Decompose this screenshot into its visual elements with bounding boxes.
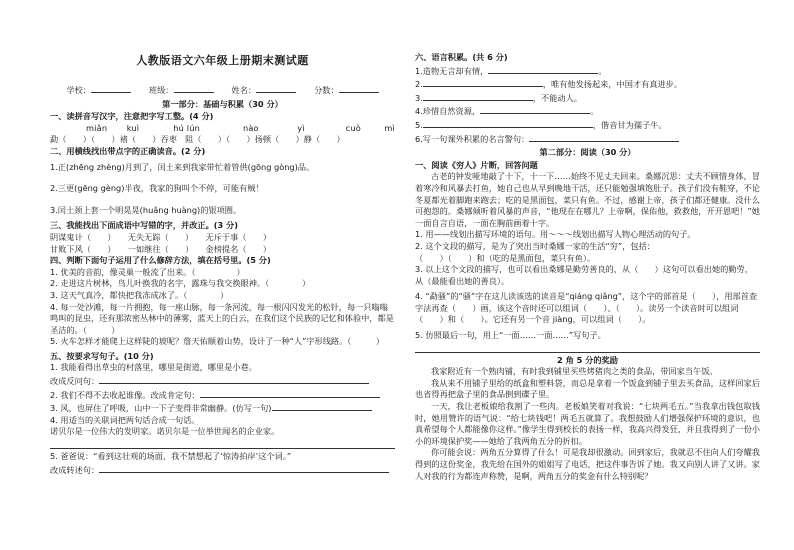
page-title: 人教版语文六年级上册期末测试题 bbox=[136, 54, 309, 67]
name-field[interactable] bbox=[232, 83, 297, 97]
reading1-passage: 古老的钟发哑地敲了十下，十一下……始终不见丈夫回来。桑娜沉思：丈夫不顾惜身体，冒着寒冷和风暴去打鱼，她自己也从早到晚地干活，还只能勉强填饱肚子。孩子们没有鞋穿，不论冬夏都光着脚跑来跑去；吃的是黑面包，菜只有鱼。不过，感谢上帝，孩子们都还健康。没什么可抱怨的。桑娜倾听着风暴的声音，“他现在在哪儿？上帝啊，保佑他，救救他，开开恩吧！”她一面自言自语，一面在胸前画着十字。 bbox=[415, 171, 760, 228]
pinyin-7: mì bbox=[384, 122, 396, 133]
q4-item-1: 1. 优美的音韵，像灵巢一般流了出来。（ ） bbox=[50, 266, 245, 277]
part1-heading: 第一部分：基础与积累（30 分） bbox=[162, 98, 283, 109]
q6-item-3-tail: ，不能动人。 bbox=[532, 92, 582, 103]
q3-title: 三、我能找出下面成语中写错的字，并改正。(3 分) bbox=[50, 220, 238, 231]
reading1-q4: 4. “勐骚”的“骚”字在这儿读该选的读音是“qiáng qiǎng”，这个字的部首是（ ），用部首查字法再查（ ）画，该这个音时还可以组词（ ）、（ ）。读另一个读音时可以组词（ ）和（ ）。它还有另一个音 jiàng，可以组词（ ）。 bbox=[415, 291, 758, 325]
q5-item-5: 5. 爸爸说：“看到这壮观的场面，我不禁想起了‘惊涛拍岸’这个词。” bbox=[50, 451, 292, 462]
student-info-row bbox=[50, 83, 395, 97]
class-label: 班级： bbox=[148, 85, 174, 95]
q6-item-1: 1.造物无言却有情， 。 bbox=[415, 65, 607, 76]
q5-item-3 bbox=[50, 401, 395, 415]
school-label: 学校： bbox=[66, 85, 91, 95]
q5-item-3-label: 3. 风，也屏住了呼吸，山中一下子变得非常幽静。(仿写一句) bbox=[50, 403, 272, 414]
q1-line: 勐（ ）（ ）褚（ ）吞枣 阻（ ）（ ）扬顿（ ）静（ ） bbox=[50, 134, 345, 145]
q6-answer-6[interactable] bbox=[529, 132, 679, 142]
reading1-q5-answer[interactable] bbox=[415, 342, 760, 353]
reading1-q3: 3. 以上这个文段的描写，也可以看出桑娜是勤劳善良的，从（ ）这句可以看出她的勤劳，从（最能看出她的善良）。 bbox=[415, 264, 753, 286]
q4-item-2: 2. 走进这片树林，鸟儿叶换我的名字，露珠与我交换眼神。（ ） bbox=[50, 278, 311, 289]
q6-answer-1[interactable] bbox=[488, 64, 598, 74]
q6-item-5 bbox=[415, 118, 760, 132]
right-column bbox=[415, 52, 760, 482]
q5-item-1: 1. 我能看得出草虫的村落里，哪里是街道，哪里是小巷。 bbox=[50, 362, 257, 373]
q5-answer-4[interactable] bbox=[50, 438, 395, 449]
q6-item-2 bbox=[415, 77, 760, 91]
q6-item-6 bbox=[415, 132, 760, 146]
q6-item-4-label: 4.珍惜自然资源， bbox=[415, 106, 481, 117]
q1-title: 一、读拼音写汉字，注意把字写工整。(4 分) bbox=[50, 111, 214, 122]
q2-title: 二、用横线找出带点字的正确读音。(2 分) bbox=[50, 145, 206, 156]
q5-answer-5[interactable] bbox=[99, 463, 389, 473]
score-field[interactable] bbox=[314, 83, 379, 97]
q3-row-2: 甘败下风（ ） 一如继往（ ） 金榜提名（ ） bbox=[50, 243, 272, 254]
left-column bbox=[50, 52, 395, 476]
q5-title: 五、按要求写句子。(10 分) bbox=[50, 350, 154, 361]
pinyin-5: yì bbox=[297, 122, 305, 133]
q4-item-3: 3. 这天气真冷，都快把我冻成冰了。（ ） bbox=[50, 289, 229, 300]
reading2-para-3: 一天，我让老板娘给我割了一些肉。老板娘笑着对我说：“七块两毛五。”当我拿出钱包取钱时，她用赞许的语气说：“给七块钱吧！两毛五就算了。我想鼓励人们增强保护环境的意识，也真希望每个人都能像你这样。”像学生得到校长的表扬一样，我高兴得发狂，并且我得到了一份小小的环境保护奖——她给了我两角五分的折扣。 bbox=[415, 401, 760, 446]
reading1-q5: 5. 仿照最后一句，用上“一面……一面……”写句子。 bbox=[415, 330, 606, 341]
reading1-q2-blanks: （ ）（ ）和（吃的是黑面包，菜只有鱼）。 bbox=[415, 252, 596, 263]
q5-item-5-prompt bbox=[50, 463, 395, 477]
pinyin-4: nào bbox=[242, 122, 259, 133]
reading2-para-2: 我从来不用铺子里给的纸盒和塑料袋，而总是拿着一个饭盒到铺子里去买食品，这样回家后也省得再把盒子里的食品倒到碟子里。 bbox=[415, 377, 760, 400]
part2-heading: 第二部分：阅读（30 分） bbox=[539, 147, 636, 158]
q5-answer-1[interactable] bbox=[99, 374, 369, 384]
class-field[interactable] bbox=[149, 83, 214, 97]
q6-item-5-tail: ，偕音甘为孺子牛。 bbox=[592, 119, 667, 130]
q5-item-1-label: 改成反问句： bbox=[50, 376, 100, 387]
q6-item-5-label: 5. bbox=[415, 119, 423, 130]
name-label: 姓名： bbox=[231, 85, 257, 95]
q6-title: 六、语言积累。(共 6 分) bbox=[415, 52, 508, 62]
reading1-q1: 1. 用——线划出描写环境的语句。用～～～线划出描写人物心理活动的句子。 bbox=[415, 229, 696, 240]
reading1-q2: 2. 这个文段的描写，是为了突出当时桑娜一家的生活“穷”，包括： bbox=[415, 240, 655, 251]
q5-item-4: 4. 用适当的关联词把两句话合成一句话。 bbox=[50, 414, 200, 425]
q2-item-1: 1.正(zhēng zhèng)月到了，闰土来到我家带忙着管供(gōng gòng)品。 bbox=[50, 161, 315, 172]
q6-item-3-label: 3. bbox=[415, 92, 423, 103]
q3-row-1: 阴谋鬼计（ ） 无失无踪（ ） 无斥于事（ ） bbox=[50, 231, 272, 242]
q5-answer-3[interactable] bbox=[272, 401, 372, 411]
q6-item-3 bbox=[415, 91, 760, 105]
q5-item-2-label: 2. 我们不得不去收起谁像。改成肯定句： bbox=[50, 389, 200, 400]
school-field[interactable] bbox=[66, 83, 131, 97]
pinyin-2: kuì bbox=[126, 122, 140, 133]
q6-item-1-label: 1.造物无言却有情， bbox=[415, 65, 489, 76]
q2-item-2: 2.三更(gēng gèng)半夜，我家的狗叫个不停，可能有贼！ bbox=[50, 183, 264, 194]
q6-item-2-tail: ，唯有他发扬起来，中国才有真进步。 bbox=[542, 79, 683, 90]
reading1-title: 一、阅读《穷人》片断，回答问题 bbox=[415, 159, 538, 170]
q6-item-6-label: 6.写一句课外积累的名言警句： bbox=[415, 133, 530, 144]
q4-title: 四、判断下面句子运用了什么修辞方法，填在括号里。(5 分) bbox=[50, 255, 271, 266]
pinyin-1: miǎn bbox=[86, 122, 108, 133]
q5-item-2 bbox=[50, 388, 395, 402]
reading2-para-4: 你可能会说：两角五分算得了什么！可是我却很激动。回到家后，我就忍不住向人们夸耀我得到的这份奖金，我先给在国外的姐姐写了电话，把这件事告诉了她。我又向别人讲了又讲。家人对我的行为都连声称赞，是啊，两角五分的奖金有什么特别呢？ bbox=[415, 447, 760, 481]
q4-item-5: 5. 火车怎样才能爬上这样陡的坡呢？詹天佑顺着山势，设计了一种“人”字形线路。（ ） bbox=[50, 336, 385, 347]
q4-item-4: 4. 每一处沙滩，每一片拥抱，每一座山脉，每一条河流，每一根闪闪发光的松针，每一只嗡嗡鸣叫的昆虫，还有那浓密丛林中的薄雾，蓝天上的白云，在我们这个民族的记忆和体验中，都是圣洁的。（ ） bbox=[50, 301, 394, 335]
q5-item-1-prompt bbox=[50, 374, 395, 388]
q6-item-2-label: 2. bbox=[415, 79, 423, 90]
q6-answer-2[interactable] bbox=[423, 77, 543, 87]
q5-answer-2[interactable] bbox=[200, 388, 380, 398]
q5-item-4-sentence: 诺贝尔是一位伟大的发明家。诺贝尔是一位举世闻名的企业家。 bbox=[50, 426, 280, 437]
reading2-title: 2 角 5 分的奖励 bbox=[557, 354, 618, 365]
q6-item-4: 4.珍惜自然资源， 。 bbox=[415, 106, 599, 117]
q1-pinyin-row bbox=[50, 123, 395, 135]
pinyin-3: hú lún bbox=[173, 122, 201, 133]
q6-answer-5[interactable] bbox=[423, 118, 593, 128]
reading2-para-1: 我家附近有一个熟肉铺，有时我到铺里买些烤猪肉之类的食品，带回家当午饭。 bbox=[431, 366, 718, 377]
pinyin-6: cuò bbox=[345, 122, 361, 133]
q6-answer-4[interactable] bbox=[480, 104, 590, 114]
q6-answer-3[interactable] bbox=[423, 91, 533, 101]
q5-item-5-label: 改成转述句： bbox=[50, 464, 100, 475]
q2-item-3: 3.闰土颈上套一个明晃晃(huǎng huàng)的银项圈。 bbox=[50, 204, 242, 215]
score-label: 分数： bbox=[314, 85, 339, 95]
